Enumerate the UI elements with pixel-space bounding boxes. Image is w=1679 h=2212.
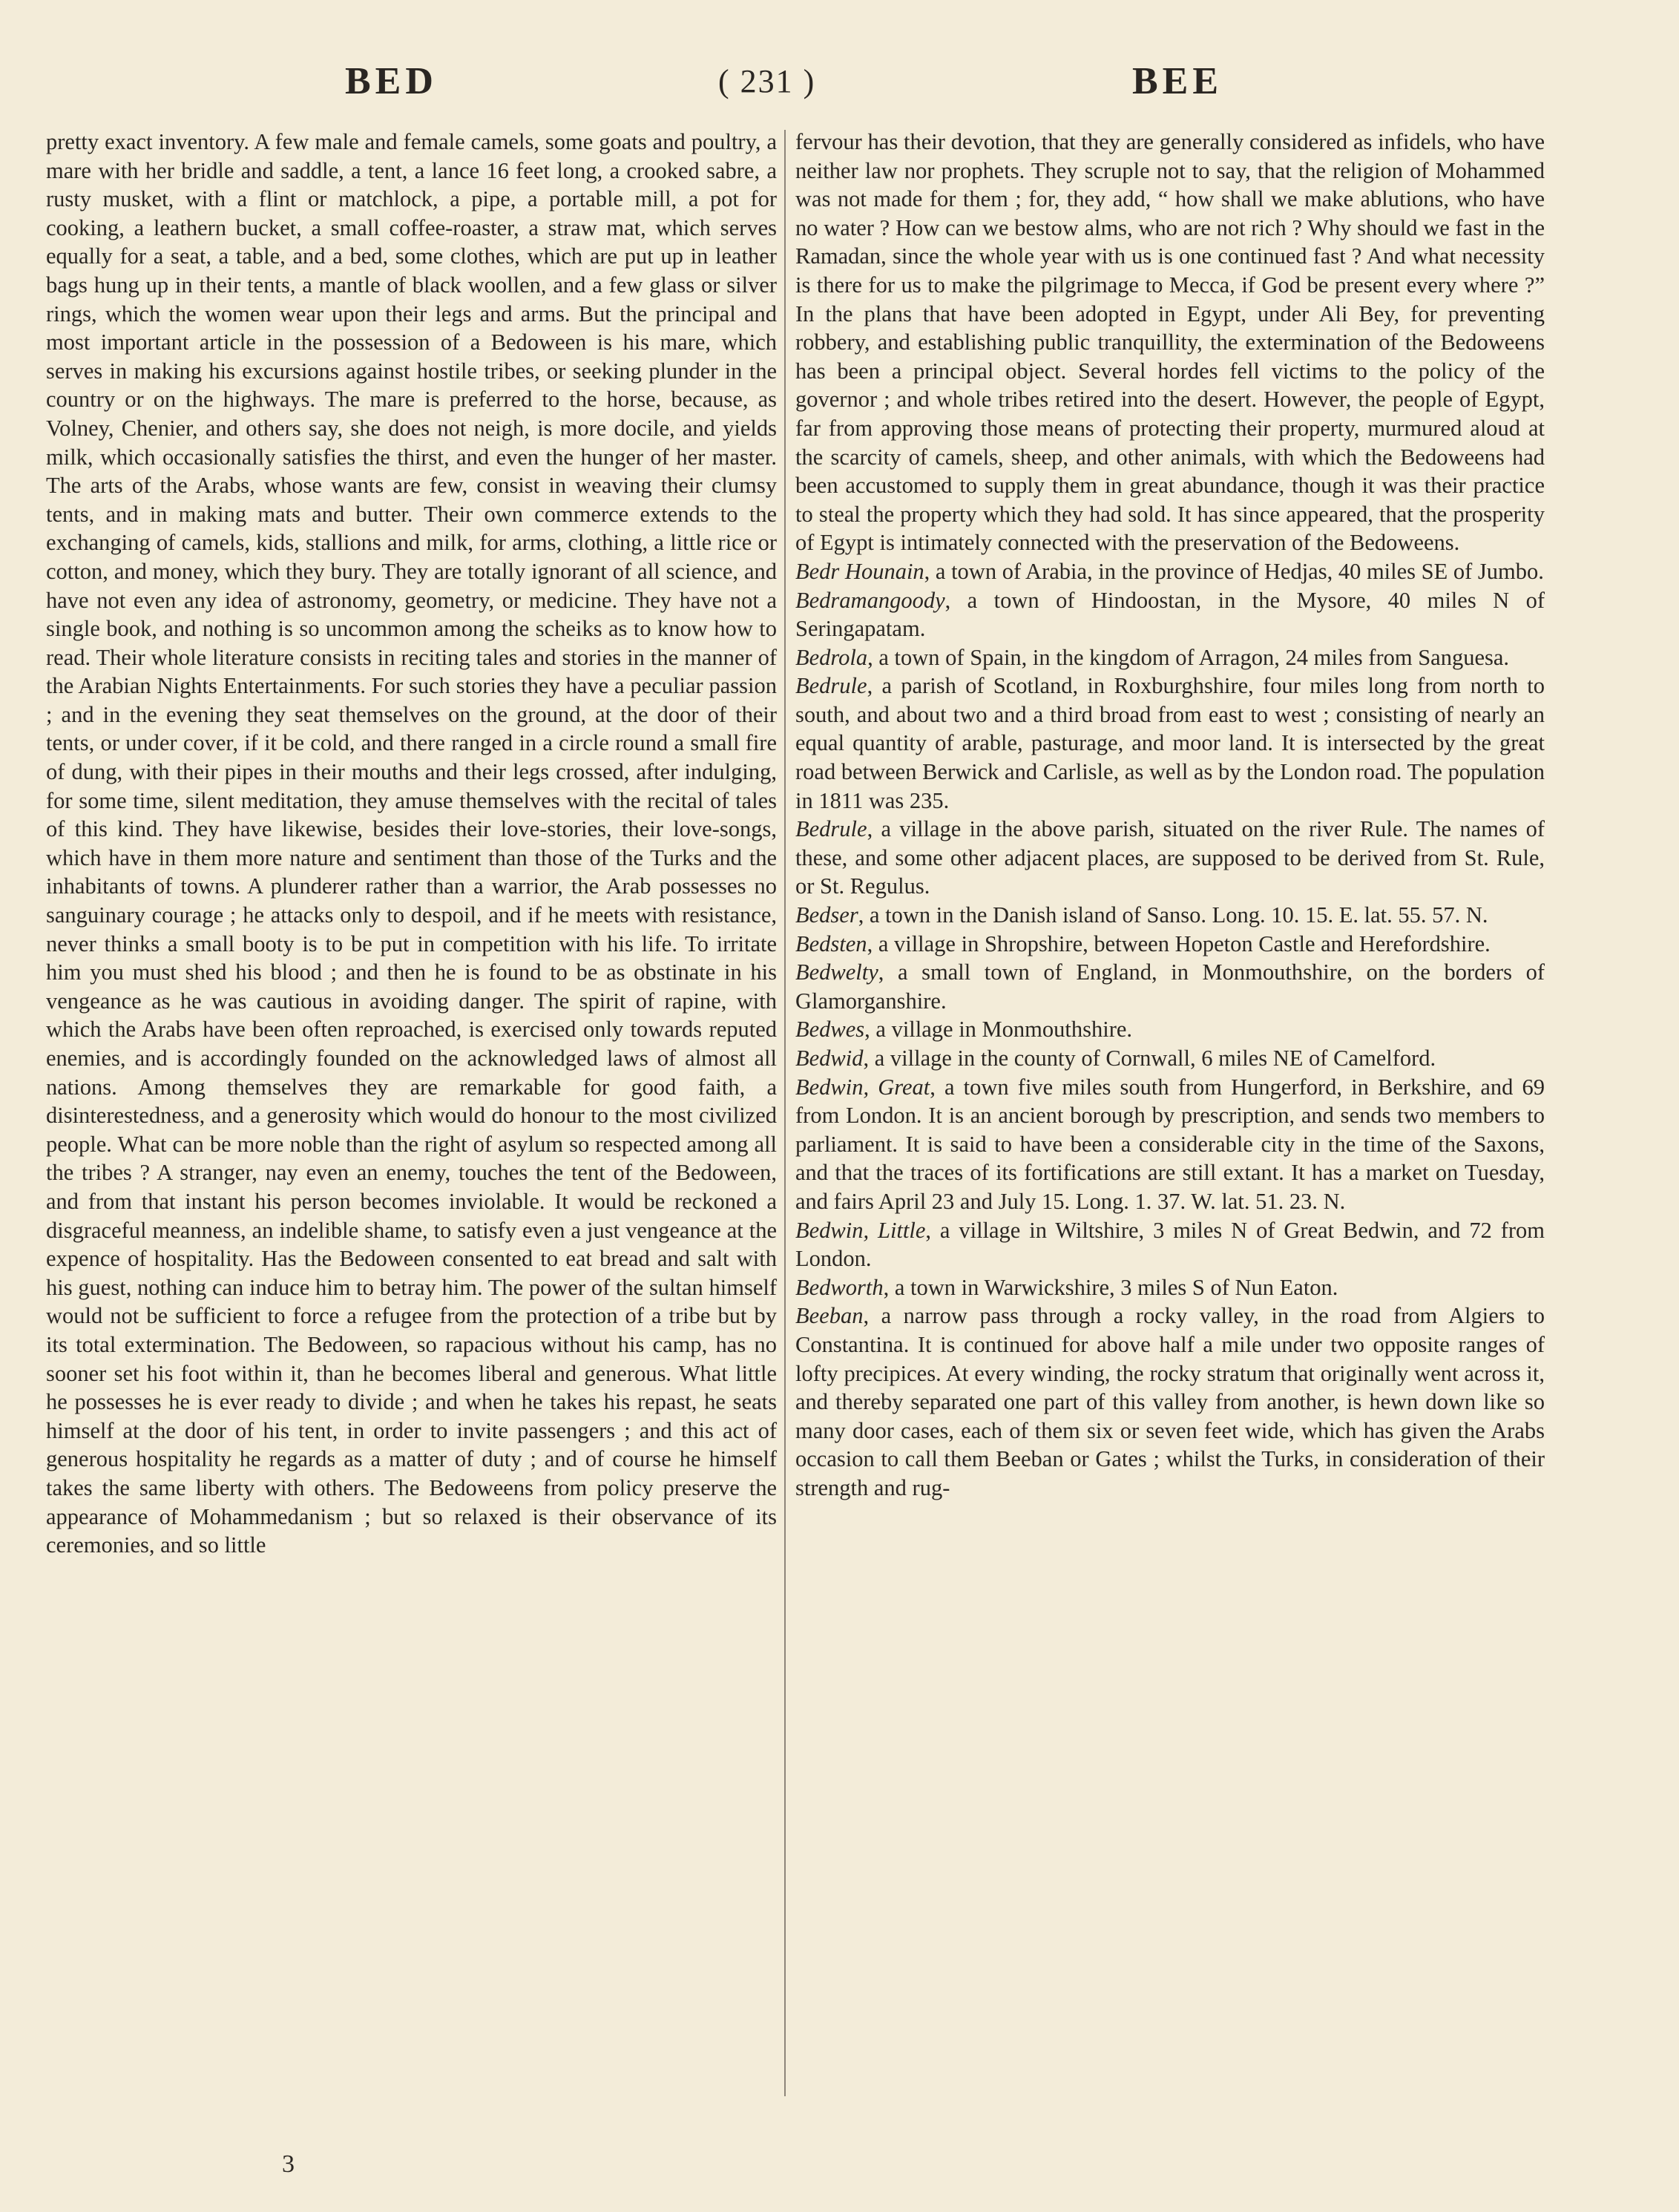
entry <box>795 586 1545 643</box>
running-head-left: BED <box>345 60 438 102</box>
entry <box>795 1015 1545 1044</box>
entry-headword: Bedrule <box>795 816 867 842</box>
entry-text: , a town of Arabia, in the province of Hedjas, 40 miles SE of Jumbo. <box>924 558 1544 584</box>
entry-headword: Bedwelty <box>795 959 878 985</box>
entry-text: , a village in Wiltshire, 3 miles N of Great Bedwin, and 72 from London. <box>795 1217 1545 1272</box>
entry-text: , a town of Spain, in the kingdom of Arragon, 24 miles from Sanguesa. <box>867 644 1510 670</box>
entry <box>795 1273 1545 1302</box>
entry-headword: Bedworth <box>795 1274 884 1300</box>
entry-text: , a small town of England, in Monmouthshire, on the borders of Glamorganshire. <box>795 959 1545 1014</box>
entry <box>795 1302 1545 1502</box>
entry <box>795 672 1545 815</box>
running-head-right: BEE <box>1132 60 1223 102</box>
right-column-opening: fervour has their devotion, that they are generally considered as infidels, who have neither law nor prophets. They scruple not to say, that the religion of Mohammed was not made for them ; for, they add, “ how shall we make ablutions, who have no water ? How can we bestow alms, who are not rich ? Why should we fast in the Ramadan, since the whole year with us is one continued fast ? And what necessity is there for us to make the pilgrimage to Mecca, if God be present every where ?” In the plans that have been adopted in Egypt, under Ali Bey, for preventing robbery, and establishing public tranquillity, the extermination of the Bedoweens has been a principal object. Several hordes fell victims to the policy of the governor ; and whole tribes retired into the desert. However, the people of Egypt, far from approving those means of protecting their property, murmured aloud at the scarcity of camels, sheep, and other animals, with which the Bedoweens had been accustomed to supply them in great abundance, though it was their practice to steal the property which they had sold. It has since appeared, that the prosperity of Egypt is intimately connected with the preservation of the Bedoweens. <box>795 129 1545 556</box>
left-column <box>46 128 777 1560</box>
entry-headword: Bedrola <box>795 644 868 670</box>
entry-text: , a village in Shropshire, between Hopeton Castle and Herefordshire. <box>867 931 1491 956</box>
entry-text: , a town in the Danish island of Sanso. Long. 10. 15. E. lat. 55. 57. N. <box>858 902 1488 928</box>
entry-text: , a village in the county of Cornwall, 6 miles NE of Camelford. <box>863 1046 1436 1071</box>
entry <box>795 1073 1545 1216</box>
entry-headword: Bedwid <box>795 1046 864 1071</box>
entry-text: , a town of Hindoostan, in the Mysore, 40 miles N of Seringapatam. <box>795 587 1545 642</box>
entry-text: , a village in the above parish, situated on the river Rule. The names of these, and some other adjacent places, are supposed to be derived from St. Rule, or St. Regulus. <box>795 816 1545 899</box>
entry-headword: Bedwin, Little <box>795 1217 926 1243</box>
entry-headword: Bedwin, Great <box>795 1074 930 1100</box>
entry-headword: Bedser <box>795 902 858 928</box>
entry-text: , a narrow pass through a rocky valley, in the road from Algiers to Constantina. It is continued for above half a mile under two opposite ranges of lofty precipices. At every winding, the rocky stratum that originally went across it, and thereby separated one part of this valley from another, is hewn down like so many door cases, each of them six or seven feet wide, which has given the Arabs occasion to call them Beeban or Gates ; whilst the Turks, in consideration of their strength and rug- <box>795 1303 1545 1500</box>
entry <box>795 557 1545 586</box>
entry <box>795 1044 1545 1073</box>
entry-headword: Bedwes <box>795 1017 865 1043</box>
entry <box>795 815 1545 901</box>
entry-text: , a parish of Scotland, in Roxburghshire, four miles long from north to south, and about two and a third broad from east to west ; consisting of nearly an equal quantity of arable, pasturage, and moor land. It is intersected by the great road between Berwick and Carlisle, as well as by the London road. The population in 1811 was 235. <box>795 673 1545 813</box>
entry-headword: Beeban <box>795 1303 864 1329</box>
entry <box>795 930 1545 959</box>
signature-mark: 3 <box>282 2150 295 2178</box>
running-head <box>0 52 1679 119</box>
entry-text: , a town in Warwickshire, 3 miles S of Nun Eaton. <box>883 1274 1338 1300</box>
right-column <box>795 128 1545 1503</box>
entry-headword: Bedsten <box>795 931 867 956</box>
entry <box>795 1216 1545 1273</box>
entry-text: , a village in Monmouthshire. <box>864 1017 1133 1043</box>
column-divider <box>784 130 786 2096</box>
left-column-text: pretty exact inventory. A few male and female camels, some goats and poultry, a mare with her bridle and saddle, a tent, a lance 16 feet long, a crooked sabre, a rusty musket, with a flint or matchlock, a pipe, a portable mill, a pot for cooking, a leathern bucket, a small coffee-roaster, a straw mat, which serves equally for a seat, a table, and a bed, some clothes, which are put up in leather bags hung up in their tents, a mantle of black woollen, and a few glass or silver rings, which the women wear upon their legs and arms. But the principal and most important article in the possession of a Bedoween is his mare, which serves in making his excursions against hostile tribes, or seeking plunder in the country or on the highways. The mare is preferred to the horse, because, as Volney, Chenier, and others say, she does not neigh, is more docile, and yields milk, which occasionally satisfies the thirst, and even the hunger of her master. The arts of the Arabs, whose wants are few, consist in weaving their clumsy tents, and in making mats and butter. Their own commerce extends to the exchanging of camels, kids, stallions and milk, for arms, clothing, a little rice or cotton, and money, which they bury. They are totally ignorant of all science, and have not even any idea of astronomy, geometry, or medicine. They have not a single book, and nothing is so uncommon among the scheiks as to know how to read. Their whole literature consists in reciting tales and stories in the manner of the Arabian Nights Entertainments. For such stories they have a peculiar passion ; and in the evening they seat themselves on the ground, at the door of their tents, or under cover, if it be cold, and there ranged in a circle round a small fire of dung, with their pipes in their mouths and their legs crossed, after indulging, for some time, silent meditation, they amuse themselves with the recital of tales of this kind. They have likewise, besides their love-stories, their love-songs, which have in them more nature and sentiment than those of the Turks and the inhabitants of towns. A plunderer rather than a warrior, the Arab possesses no sanguinary courage ; he attacks only to despoil, and if he meets with resistance, never thinks a small booty is to be put in competition with his life. To irritate him you must shed his blood ; and then he is found to be as obstinate in his vengeance as he was cautious in avoiding danger. The spirit of rapine, with which the Arabs have been often reproached, is exercised only towards reputed enemies, and is accordingly founded on the acknowledged laws of almost all nations. Among themselves they are remarkable for good faith, a disinterestedness, and a generosity which would do honour to the most civilized people. What can be more noble than the right of asylum so respected among all the tribes ? A stranger, nay even an enemy, touches the tent of the Bedoween, and from that instant his person becomes inviolable. It would be reckoned a disgraceful meanness, an indelible shame, to satisfy even a just vengeance at the expence of hospitality. Has the Bedoween consented to eat bread and salt with his guest, nothing can induce him to betray him. The power of the sultan himself would not be sufficient to force a refugee from the protection of a tribe but by its total extermination. The Bedoween, so rapacious without his camp, has no sooner set his foot within it, than he becomes liberal and generous. What little he possesses he is ever ready to divide ; and when he takes his repast, he seats himself at the door of his tent, in order to invite passengers ; and this act of generous hospitality he regards as a matter of duty ; and of course he himself takes the same liberty with others. The Bedoweens from policy preserve the appearance of Mohammedanism ; but so relaxed is their observance of its ceremonies, and so little <box>46 129 777 1558</box>
entry-headword: Bedramangoody <box>795 587 945 613</box>
entry <box>795 958 1545 1015</box>
entry-headword: Bedrule <box>795 673 867 699</box>
entry-text: , a town five miles south from Hungerford, in Berkshire, and 69 from London. It is an ancient borough by prescription, and sends two members to parliament. It is said to have been a considerable city in the time of the Saxons, and that the traces of its fortifications are still extant. It has a market on Tuesday, and fairs April 23 and July 15. Long. 1. 37. W. lat. 51. 23. N. <box>795 1074 1545 1214</box>
entry-headword: Bedr Hounain <box>795 558 924 584</box>
entry <box>795 901 1545 930</box>
entry <box>795 643 1545 672</box>
page-number: ( 231 ) <box>718 63 816 99</box>
